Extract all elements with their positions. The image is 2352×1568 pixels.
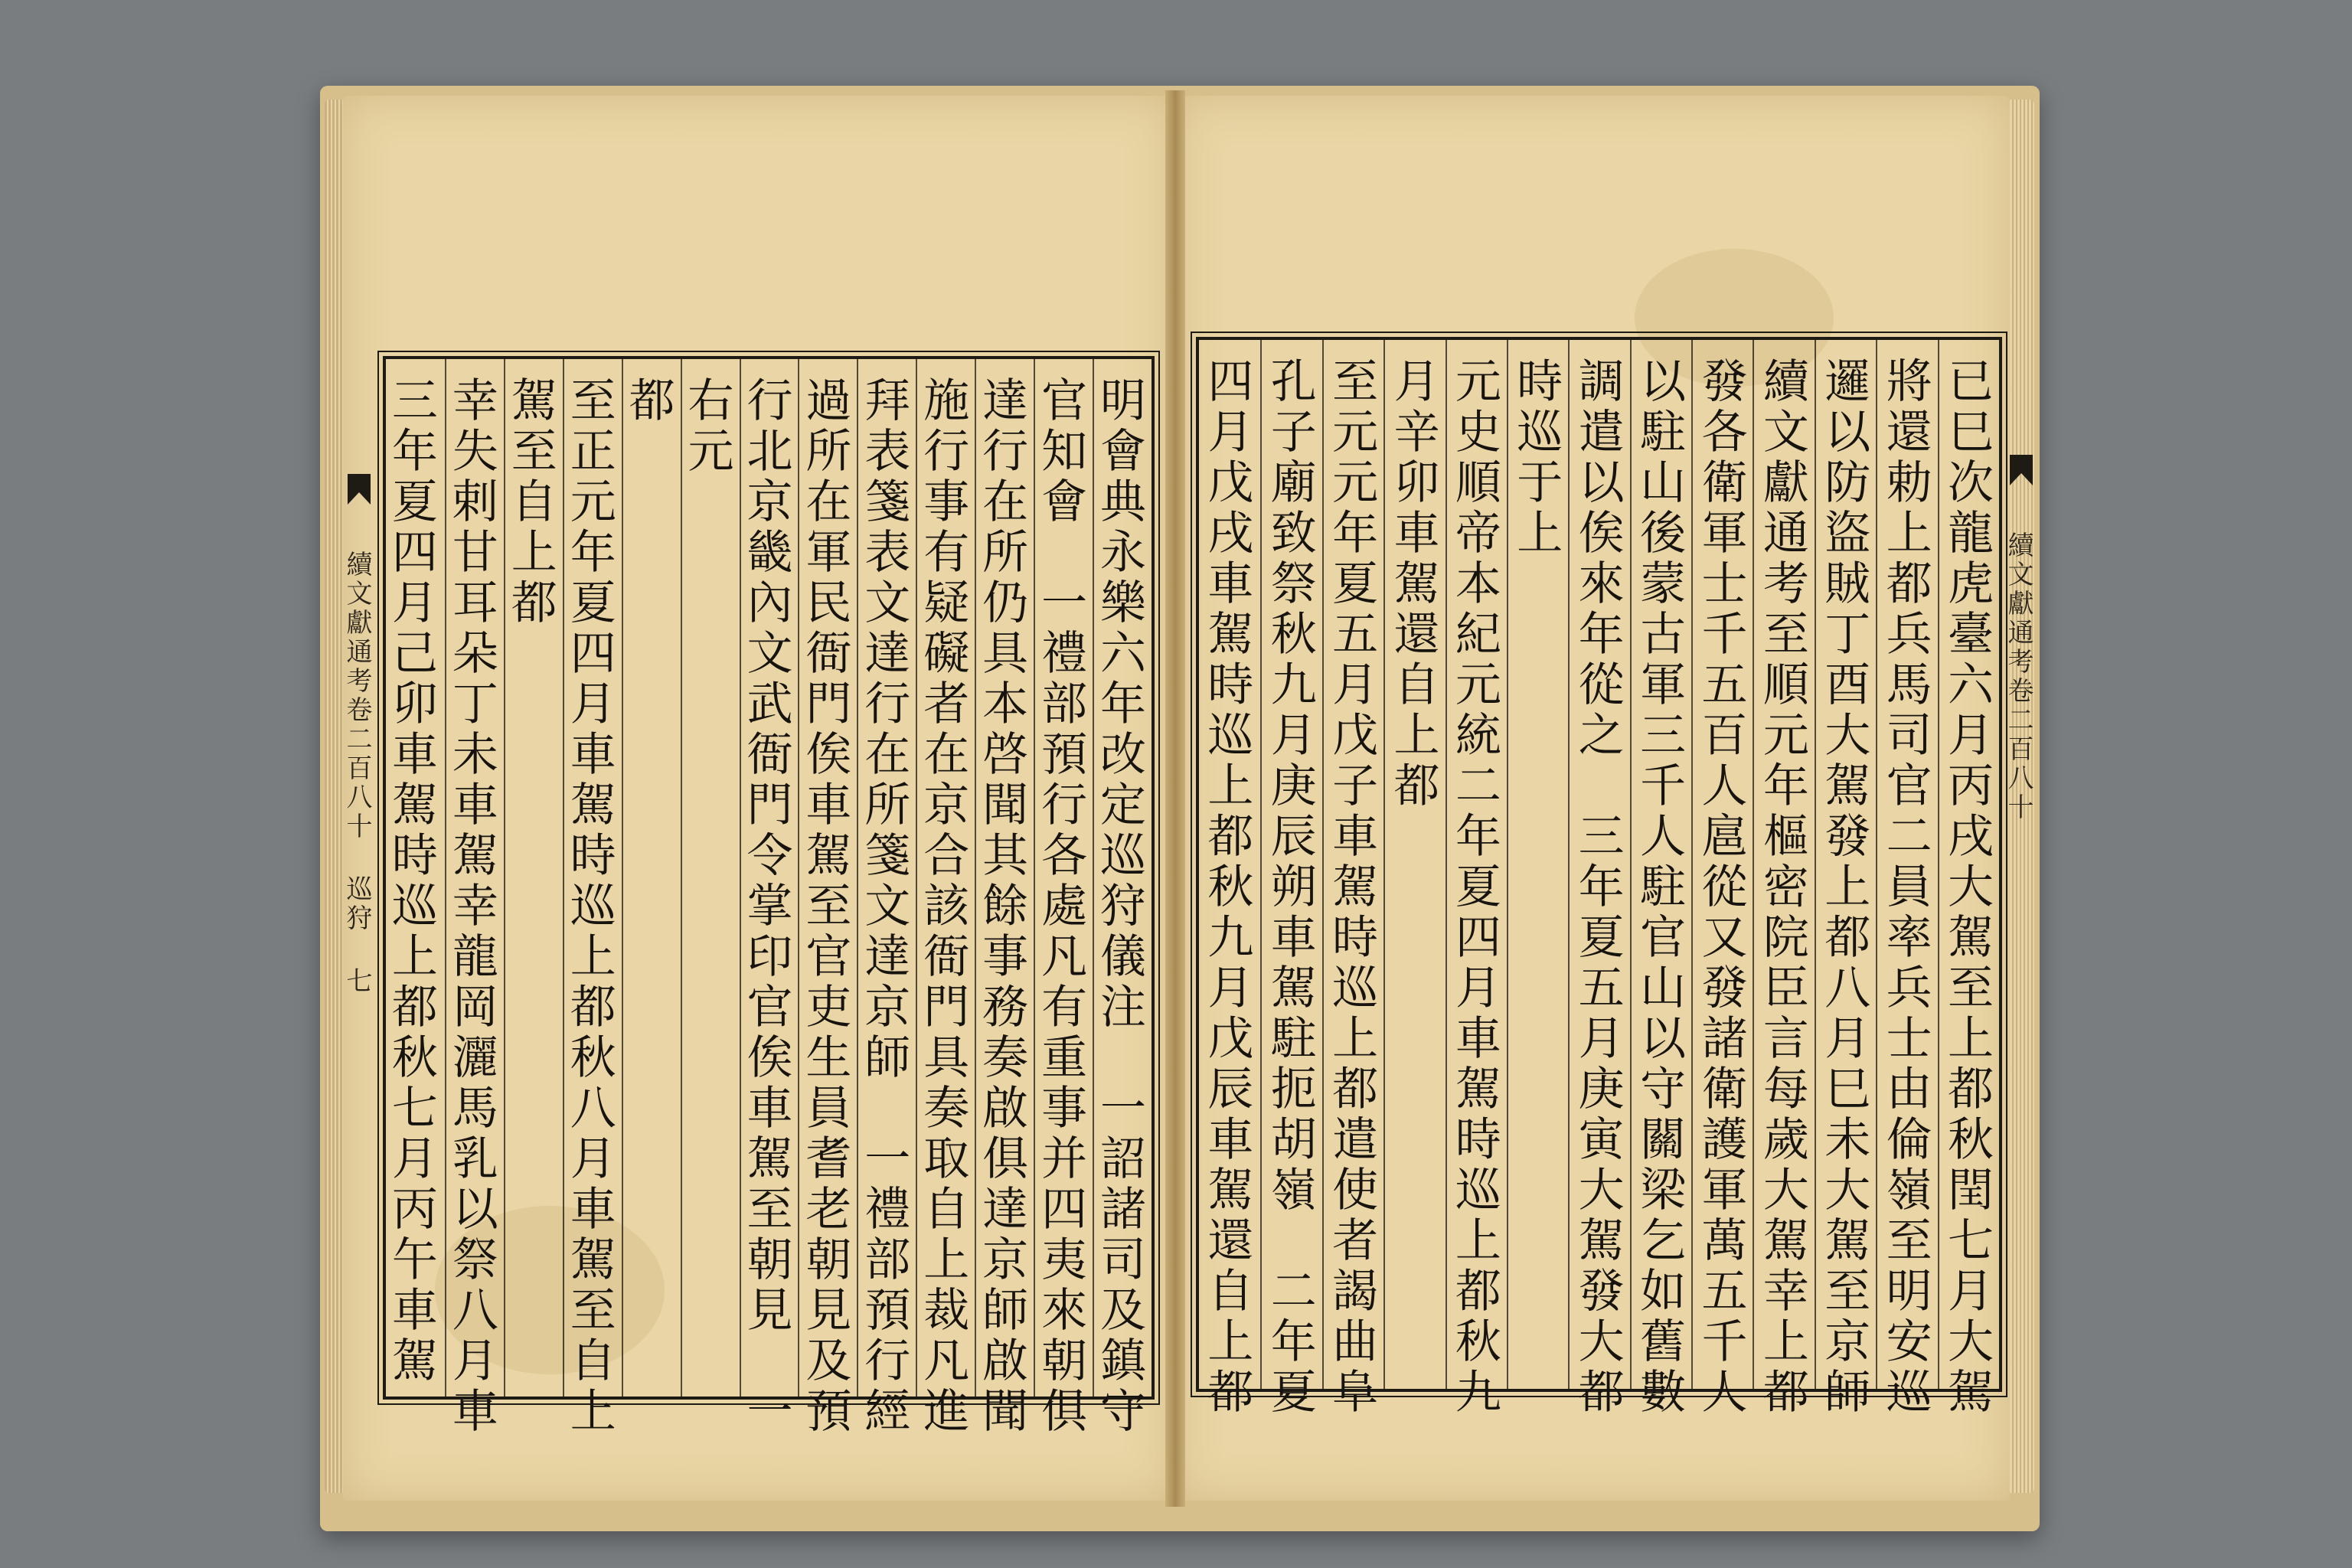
column-text: 行北京畿內文武衙門令掌印官俟車駕至朝見 一 (739, 376, 793, 1437)
column-text: 孔子廟致祭秋九月庚辰朔車駕駐扼胡嶺 二年夏 (1263, 357, 1317, 1418)
column-text: 右元 (680, 376, 734, 477)
text-column (1630, 340, 1693, 1418)
column-text: 調遣以俟來年從之 三年夏五月庚寅大駕發大都 (1570, 357, 1625, 1418)
column-text: 續文獻通考至順元年樞密院臣言每歲大駕幸上都 (1755, 357, 1809, 1418)
column-text: 都 (621, 376, 675, 426)
right-margin-label: 續文獻通考卷二百八十 (2003, 531, 2034, 822)
column-text: 至元元年夏五月戊子車駕時巡上都遣使者謁曲阜 (1325, 357, 1379, 1418)
text-column (1383, 340, 1446, 1389)
column-text: 四月戊戌車駕時巡上都秋九月戊辰車駕還自上都 (1200, 357, 1254, 1418)
left-columns (384, 359, 1152, 1437)
column-text: 時巡于上 (1509, 357, 1563, 559)
left-margin-label: 續文獻通考卷二百八十 巡狩 七 (341, 550, 372, 996)
text-column (916, 359, 976, 1437)
book-spine (1165, 90, 1185, 1507)
column-text: 已巳次龍虎臺六月丙戌大駕至上都秋閏七月大駕 (1939, 357, 1994, 1418)
column-text: 過所在軍民衙門俟車駕至官吏生員耆老朝見及預 (798, 376, 852, 1437)
left-text-frame (341, 356, 1155, 1437)
text-column (681, 359, 741, 1396)
right-columns (1199, 340, 1999, 1418)
column-text: 官知會 一禮部預行各處凡有重事并四夷來朝俱 (1034, 376, 1088, 1437)
column-text: 元史順帝本紀元統二年夏四月車駕時巡上都秋九 (1447, 357, 1501, 1418)
column-text: 以駐山後蒙古軍三千人駐官山以守關梁乞如舊數 (1632, 357, 1687, 1418)
text-column (504, 359, 564, 1396)
text-column (1568, 340, 1631, 1418)
text-column (798, 359, 858, 1437)
text-column (622, 359, 682, 1396)
text-column (1753, 340, 1815, 1418)
column-text: 發各衛軍士千五百人扈從又發諸衛護軍萬五千人 (1694, 357, 1748, 1418)
text-column (739, 359, 800, 1437)
text-column (1815, 340, 1877, 1418)
column-text: 將還勅上都兵馬司官二員率兵士由倫嶺至明安巡 (1878, 357, 1932, 1418)
text-column (1446, 340, 1508, 1418)
right-text-frame (1196, 337, 2034, 1418)
column-text: 駕至自上都 (503, 376, 557, 629)
column-text: 邏以防盜賊丁酉大駕發上都八月巳未大駕至京師 (1817, 357, 1871, 1418)
text-column (1691, 340, 1754, 1418)
text-column (1322, 340, 1385, 1418)
column-text: 達行在所仍具本啓聞其餘事務奏啟俱達京師啟聞 (975, 376, 1029, 1437)
text-column (975, 359, 1035, 1437)
text-column (1938, 340, 2001, 1418)
text-column (1034, 359, 1094, 1437)
text-column (386, 359, 445, 1396)
column-text: 施行事有疑礙者在京合該衙門具奏取自上裁凡進 (916, 376, 970, 1437)
text-column (1260, 340, 1323, 1418)
column-text: 明會典永樂六年改定巡狩儀注 一詔諸司及鎮守 (1092, 376, 1146, 1437)
column-text: 三年夏四月己卯車駕時巡上都秋七月丙午車駕 (384, 376, 438, 1387)
column-text: 拜表箋表文達行在所箋文達京師 一禮部預行經 (857, 376, 911, 1437)
column-text: 至正元年夏四月車駕時巡上都秋八月車駕至自上 (562, 376, 616, 1437)
text-column (1199, 340, 1260, 1418)
text-column (857, 359, 917, 1437)
text-column (1876, 340, 1939, 1418)
column-text: 月辛卯車駕還自上都 (1386, 357, 1440, 812)
text-column (444, 359, 505, 1437)
text-column (1507, 340, 1570, 1389)
text-column (562, 359, 623, 1437)
column-text: 幸失剌甘耳朵丁未車駕幸龍岡灑馬乳以祭八月車 (444, 376, 498, 1437)
text-column (1092, 359, 1153, 1437)
